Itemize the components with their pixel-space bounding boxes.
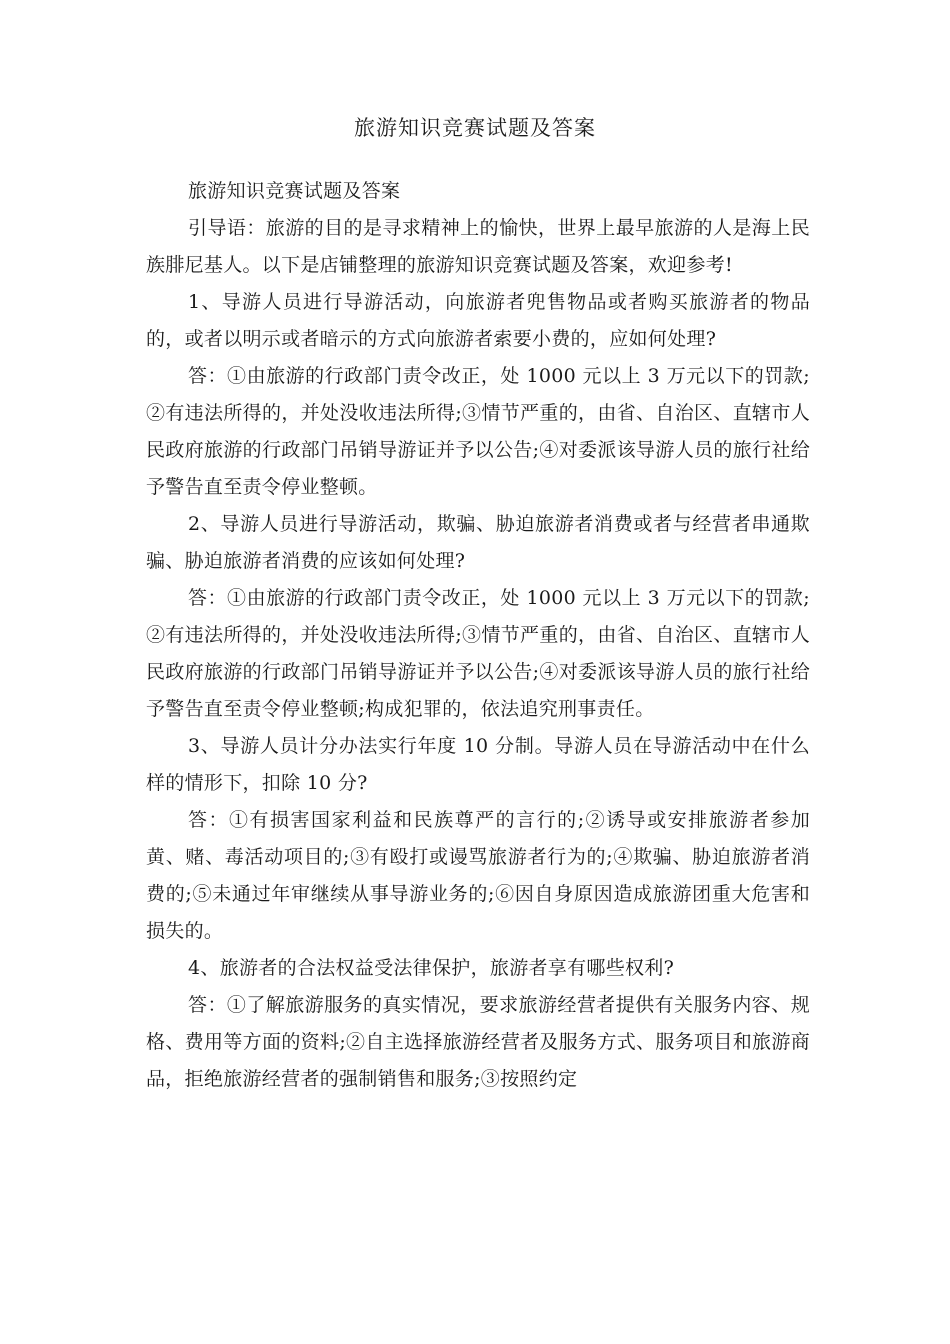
question-1: 1、导游人员进行导游活动，向旅游者兜售物品或者购买旅游者的物品的，或者以明示或者暗示的方式向旅游者索要小费的，应如何处理?	[146, 291, 810, 350]
question-3: 3、导游人员计分办法实行年度 10 分制。导游人员在导游活动中在什么样的情形下，扣除 10 分?	[146, 735, 810, 794]
document-body	[146, 173, 810, 1098]
answer-4: 答：①了解旅游服务的真实情况，要求旅游经营者提供有关服务内容、规格、费用等方面的资料;②自主选择旅游经营者及服务方式、服务项目和旅游商品，拒绝旅游经营者的强制销售和服务;③按照约定	[146, 994, 810, 1090]
document-title: 旅游知识竞赛试题及答案	[354, 116, 596, 140]
question-4: 4、旅游者的合法权益受法律保护，旅游者享有哪些权利?	[188, 957, 675, 979]
intro-paragraph: 引导语：旅游的目的是寻求精神上的愉快，世界上最早旅游的人是海上民族腓尼基人。以下是店铺整理的旅游知识竞赛试题及答案，欢迎参考!	[146, 217, 810, 276]
answer-2: 答：①由旅游的行政部门责令改正，处 1000 元以上 3 万元以下的罚款;②有违法所得的，并处没收违法所得;③情节严重的，由省、自治区、直辖市人民政府旅游的行政部门吊销导游证并予以公告;④对委派该导游人员的旅行社给予警告直至责令停业整顿;构成犯罪的，依法追究刑事责任。	[146, 587, 810, 720]
subtitle-paragraph: 旅游知识竞赛试题及答案	[188, 180, 401, 202]
answer-1: 答：①由旅游的行政部门责令改正，处 1000 元以上 3 万元以下的罚款;②有违法所得的，并处没收违法所得;③情节严重的，由省、自治区、直辖市人民政府旅游的行政部门吊销导游证并予以公告;④对委派该导游人员的旅行社给予警告直至责令停业整顿。	[146, 365, 810, 498]
answer-3: 答：①有损害国家利益和民族尊严的言行的;②诱导或安排旅游者参加黄、赌、毒活动项目的;③有殴打或谩骂旅游者行为的;④欺骗、胁迫旅游者消费的;⑤未通过年审继续从事导游业务的;⑥因自身原因造成旅游团重大危害和损失的。	[146, 809, 810, 942]
question-2: 2、导游人员进行导游活动，欺骗、胁迫旅游者消费或者与经营者串通欺骗、胁迫旅游者消费的应该如何处理?	[146, 513, 810, 572]
